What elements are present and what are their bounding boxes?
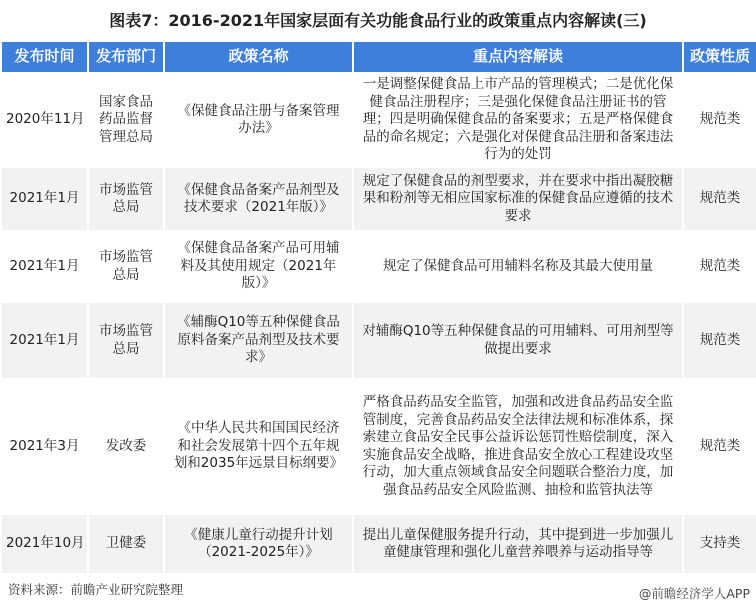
cell-key-content: 对辅酶Q10等五种保健食品的可用辅料、可用剂型等做提出要求 [353,303,683,378]
cell-nature: 规范类 [683,72,756,168]
cell-date: 2021年1月 [1,230,88,303]
cell-policy-name: 《保健食品注册与备案管理办法》 [164,72,353,168]
table-row [1,168,756,230]
cell-nature: 规范类 [683,303,756,378]
policy-table [0,42,756,573]
header-key-content: 重点内容解读 [353,42,683,72]
table-row [1,378,756,515]
source-note: 资料来源：前瞻产业研究院整理 [8,582,184,597]
cell-department: 市场监管总局 [88,303,164,378]
cell-policy-name: 《保健食品备案产品剂型及技术要求（2021年版）》 [164,168,353,230]
cell-department: 发改委 [88,378,164,515]
cell-nature: 规范类 [683,168,756,230]
cell-department: 国家食品药品监督管理总局 [88,72,164,168]
cell-key-content: 严格食品药品安全监管，加强和改进食品药品安全监管制度，完善食品药品安全法律法规和标准体系，探索建立食品安全民事公益诉讼惩罚性赔偿制度，深入实施食品安全战略，推进食品安全放心工程建设攻坚行动，加大重点领域食品安全问题联合整治力度，加强食品药品安全风险监测、抽检和监管执法等 [353,378,683,515]
cell-nature: 规范类 [683,230,756,303]
cell-department: 卫健委 [88,515,164,573]
credit-watermark: @前瞻经济学人APP [638,586,750,601]
cell-key-content: 规定了保健食品可用辅料名称及其最大使用量 [353,230,683,303]
table-row [1,515,756,573]
chart-title: 图表7：2016-2021年国家层面有关功能食品行业的政策重点内容解读(三) [109,11,647,30]
table-row [1,72,756,168]
header-department: 发布部门 [88,42,164,72]
table-row [1,303,756,378]
cell-date: 2021年1月 [1,303,88,378]
cell-date: 2021年1月 [1,168,88,230]
table-header-row [1,42,756,72]
cell-department: 市场监管总局 [88,168,164,230]
cell-key-content: 一是调整保健食品上市产品的管理模式；二是优化保健食品注册程序；三是强化保健食品注册证书的管理；四是明确保健食品的备案要求；五是严格保健食品的命名规定；六是强化对保健食品注册和备案违法行为的处罚 [353,72,683,168]
header-policy-name: 政策名称 [164,42,353,72]
cell-date: 2020年11月 [1,72,88,168]
header-date: 发布时间 [1,42,88,72]
cell-policy-name: 《保健食品备案产品可用辅料及其使用规定（2021年版）》 [164,230,353,303]
cell-nature: 规范类 [683,378,756,515]
cell-policy-name: 《健康儿童行动提升计划（2021-2025年）》 [164,515,353,573]
cell-key-content: 提出儿童保健服务提升行动，其中提到进一步加强儿童健康管理和强化儿童营养喂养与运动指导等 [353,515,683,573]
header-nature: 政策性质 [683,42,756,72]
cell-policy-name: 《中华人民共和国国民经济和社会发展第十四个五年规划和2035年远景目标纲要》 [164,378,353,515]
cell-department: 市场监管总局 [88,230,164,303]
table-row [1,230,756,303]
cell-nature: 支持类 [683,515,756,573]
cell-policy-name: 《辅酶Q10等五种保健食品原料备案产品剂型及技术要求》 [164,303,353,378]
cell-date: 2021年3月 [1,378,88,515]
cell-date: 2021年10月 [1,515,88,573]
cell-key-content: 规定了保健食品的剂型要求，并在要求中指出凝胶糖果和粉剂等无相应国家标准的保健食品应遵循的技术要求 [353,168,683,230]
